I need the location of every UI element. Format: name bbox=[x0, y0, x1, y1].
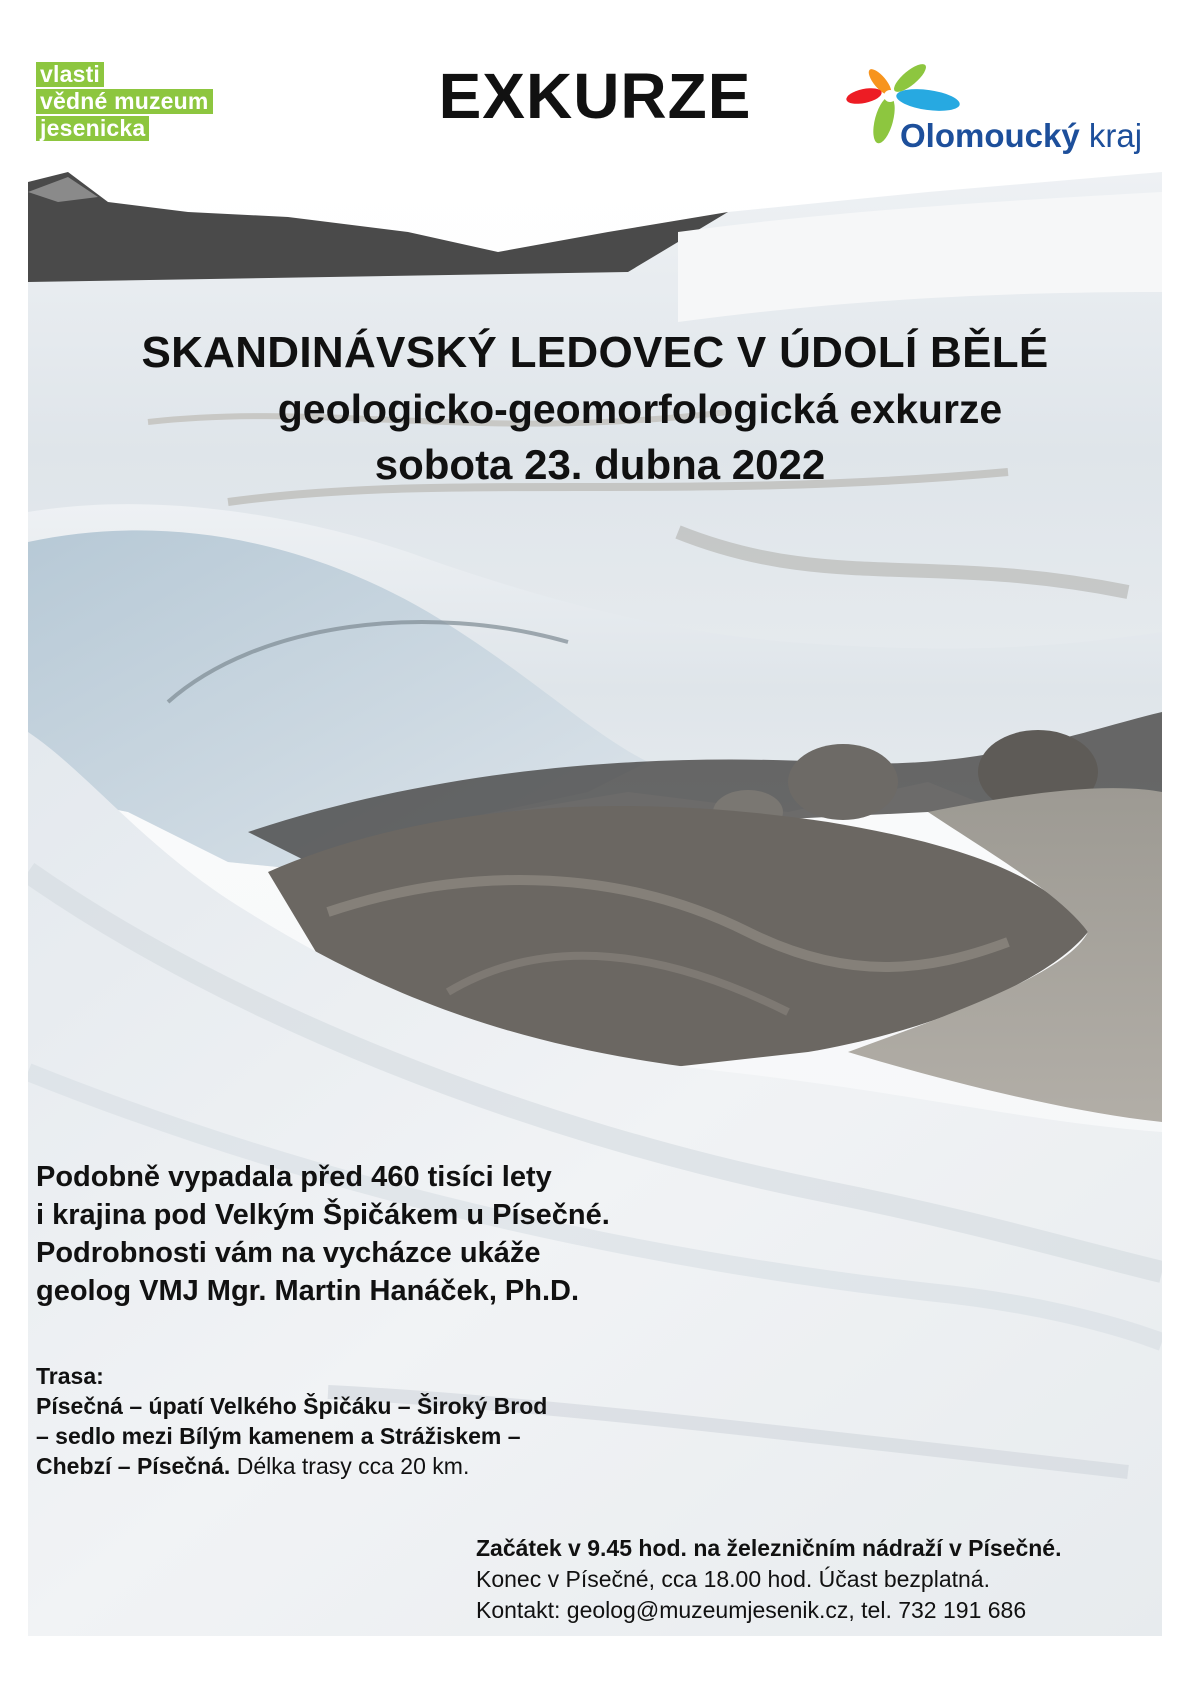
event-info bbox=[476, 1533, 1061, 1626]
route-section bbox=[36, 1361, 547, 1481]
route-line-bold: Chebzí – Písečná. bbox=[36, 1453, 231, 1479]
region-logo-bold: Olomoucký bbox=[900, 117, 1080, 154]
route-line: Písečná – úpatí Velkého Špičáku – Široký Brod bbox=[36, 1393, 548, 1419]
route-heading: Trasa: bbox=[36, 1363, 104, 1389]
event-contact: Kontakt: geolog@muzeumjesenik.cz, tel. 732 191 686 bbox=[476, 1597, 1027, 1623]
event-subtitle: geologicko-geomorfologická exkurze bbox=[277, 386, 1003, 432]
region-logo bbox=[840, 62, 1143, 162]
event-description bbox=[36, 1158, 610, 1310]
description-line: Podobně vypadala před 460 tisíci lety bbox=[36, 1161, 552, 1193]
event-title bbox=[0, 325, 1190, 493]
event-start: Začátek v 9.45 hod. na železničním nádraží v Písečné. bbox=[476, 1535, 1062, 1561]
event-date: sobota 23. dubna 2022 bbox=[374, 441, 826, 488]
description-line: geolog VMJ Mgr. Martin Hanáček, Ph.D. bbox=[36, 1275, 580, 1307]
description-line: i krajina pod Velkým Špičákem u Písečné. bbox=[36, 1199, 610, 1231]
museum-logo-line-2: vědné muzeum bbox=[36, 89, 213, 114]
museum-logo-line-3: jesenicka bbox=[36, 116, 149, 141]
page-headline: EXKURZE bbox=[438, 60, 752, 132]
museum-logo-line-1: vlasti bbox=[36, 62, 104, 87]
region-logo-name bbox=[900, 117, 1142, 155]
route-length: Délka trasy cca 20 km. bbox=[230, 1453, 470, 1479]
event-title-line: SKANDINÁVSKÝ LEDOVEC V ÚDOLÍ BĚLÉ bbox=[141, 328, 1049, 377]
event-end: Konec v Písečné, cca 18.00 hod. Účast bezplatná. bbox=[476, 1566, 990, 1592]
route-line: – sedlo mezi Bílým kamenem a Strážiskem – bbox=[36, 1423, 521, 1449]
region-logo-light: kraj bbox=[1079, 117, 1143, 154]
description-line: Podrobnosti vám na vycházce ukáže bbox=[36, 1237, 541, 1269]
